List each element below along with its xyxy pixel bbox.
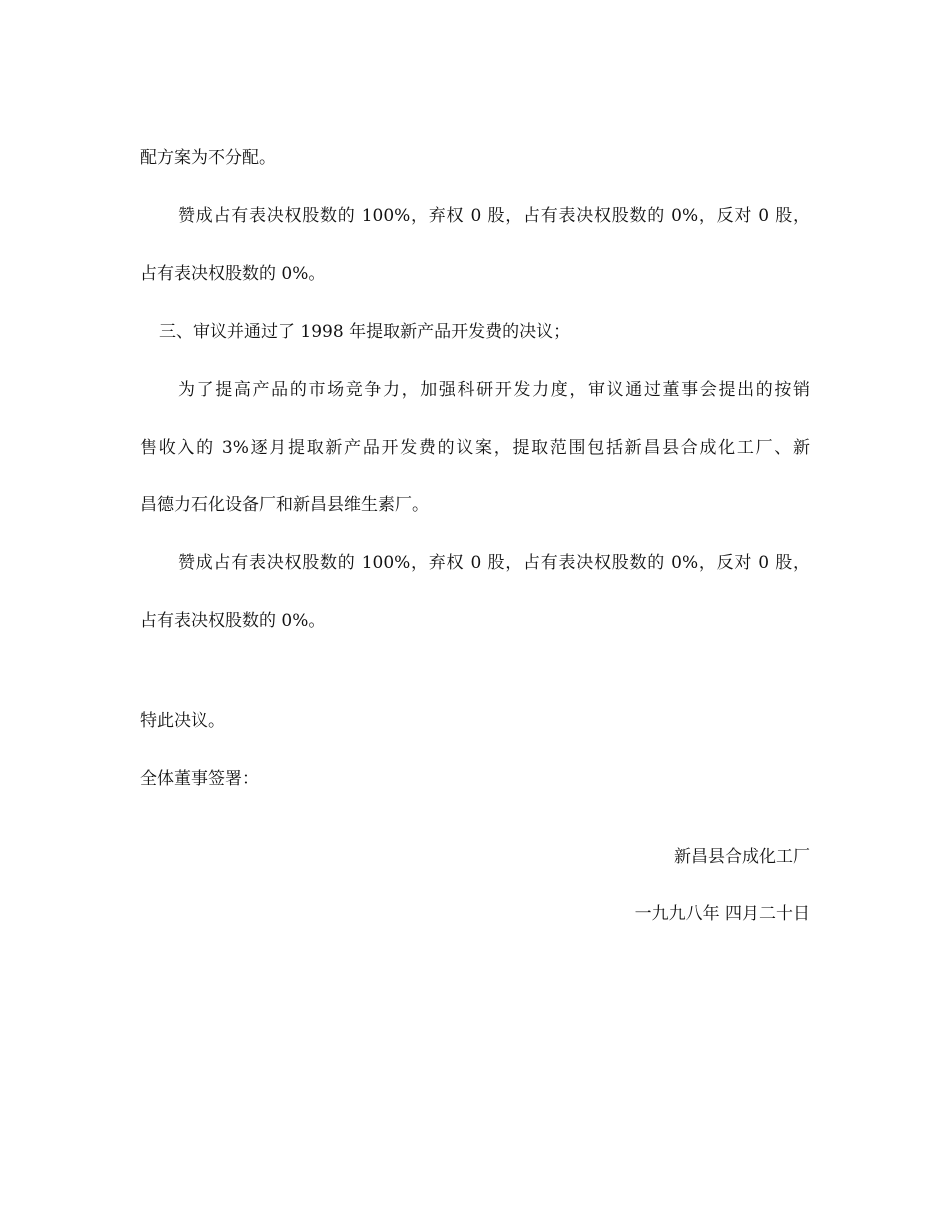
paragraph-line-6: 售收入的 3%逐月提取新产品开发费的议案，提取范围包括新昌县合成化工厂、新 [140,438,810,458]
signature-date: 一九九八年 四月二十日 [634,904,810,924]
paragraph-line-1: 配方案为不分配。 [140,148,276,168]
resolution-statement: 特此决议。 [140,711,225,731]
paragraph-line-8: 赞成占有表决权股数的 100%，弃权 0 股，占有表决权股数的 0%，反对 0 股， [178,553,810,573]
signature-company: 新昌县合成化工厂 [674,847,810,867]
paragraph-line-5: 为了提高产品的市场竞争力，加强科研开发力度，审议通过董事会提出的按销 [178,380,810,400]
paragraph-line-2: 赞成占有表决权股数的 100%，弃权 0 股，占有表决权股数的 0%，反对 0 股， [178,206,810,226]
paragraph-line-7: 昌德力石化设备厂和新昌县维生素厂。 [140,495,429,515]
section-heading-three: 三、审议并通过了 1998 年提取新产品开发费的决议； [159,322,571,342]
paragraph-line-9: 占有表决权股数的 0%。 [140,611,326,631]
signature-label: 全体董事签署： [140,769,259,789]
paragraph-line-3: 占有表决权股数的 0%。 [140,264,326,284]
